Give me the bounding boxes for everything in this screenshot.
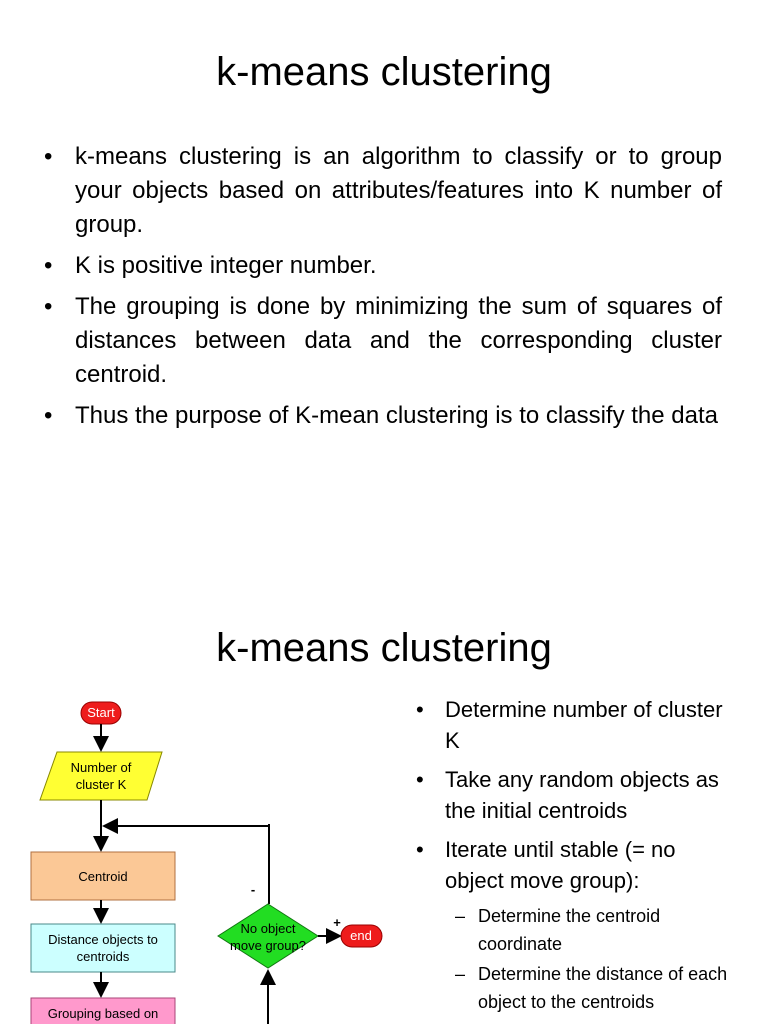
decision-label-line1: No object (240, 921, 296, 936)
sub-bullet-item: – Determine the distance of each object to the centroids (445, 960, 734, 1016)
bullet-item: • Take any random objects as the initial centroids (414, 764, 734, 826)
input-label-line1: Number of (70, 760, 132, 775)
end-label: end (350, 928, 372, 943)
sub-bullet-list (445, 902, 734, 1016)
bullet-item: • K is positive integer number. (44, 249, 722, 283)
plus-label: + (333, 915, 341, 930)
kmeans-flowchart (0, 696, 400, 1024)
bullet-item (414, 834, 734, 1016)
slide-title: k-means clustering (216, 626, 552, 670)
decision-label-line2: move group? (230, 938, 306, 953)
decision-node (218, 904, 318, 968)
bullet-item: • Thus the purpose of K-mean clustering is to classify the data (44, 399, 722, 433)
distance-label-line1: Distance objects to (48, 932, 158, 947)
grouping-label: Grouping based on (47, 1006, 159, 1021)
bullet-list (44, 140, 722, 440)
slide-title: k-means clustering (216, 50, 552, 94)
centroid-label: Centroid (78, 869, 128, 884)
bullet-item: • Determine number of cluster K (414, 694, 734, 756)
distance-label-line2: centroids (76, 949, 130, 964)
bullet-list (414, 694, 734, 1024)
start-label: Start (87, 705, 115, 720)
sub-bullet-item: – Determine the centroid coordinate (445, 902, 734, 958)
bullet-item: • k-means clustering is an algorithm to classify or to group your objects based on attributes/features into K number of group. (44, 140, 722, 242)
minus-label: - (250, 882, 256, 897)
bullet-text: Iterate until stable (= no object move group): (445, 837, 676, 893)
slide-2 (0, 576, 768, 1024)
bullet-item: • The grouping is done by minimizing the sum of squares of distances between data and the corresponding cluster centroid. (44, 290, 722, 392)
input-label-line2: cluster K (75, 777, 127, 792)
